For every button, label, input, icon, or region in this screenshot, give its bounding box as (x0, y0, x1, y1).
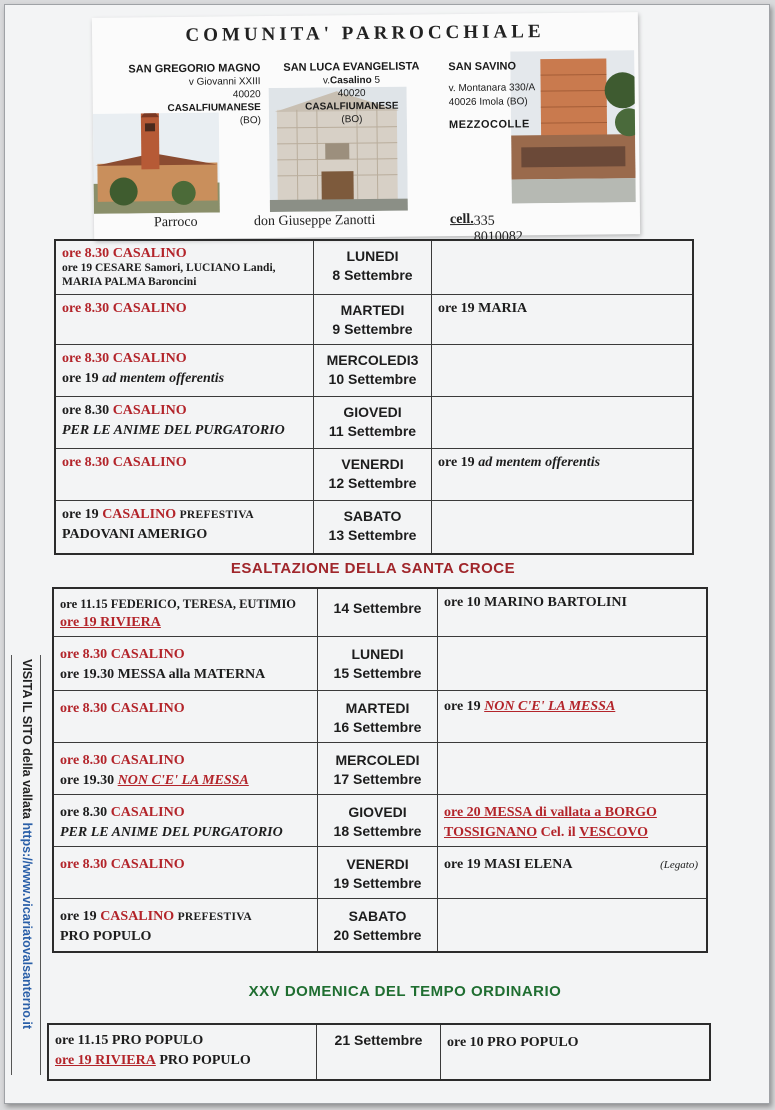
intention-line: PADOVANI AMERIGO (62, 527, 208, 542)
table-row (56, 449, 692, 501)
mass-time: ore 8.30 (62, 246, 110, 261)
table-row (56, 397, 692, 449)
church-cap: 40020 (232, 89, 261, 101)
right-cell (432, 449, 692, 500)
table-row (54, 795, 706, 847)
right-cell (438, 847, 706, 898)
cell-number: 335 8010082 (473, 213, 523, 245)
day-cell (318, 691, 438, 742)
church-info (448, 59, 579, 132)
church-name: SAN LUCA EVANGELISTA (283, 60, 420, 74)
page-title: COMUNITA' PARROCCHIALE (185, 21, 545, 46)
table-row (54, 899, 706, 951)
left-cell (56, 241, 314, 294)
mass-time: ore 19.30 (60, 773, 115, 788)
mass-time: ore 8.30 (62, 301, 110, 316)
website-side-banner (11, 655, 41, 1075)
cell-label: cell. (449, 211, 474, 228)
website-label: VISITA IL SITO della vallata (20, 659, 34, 820)
schedule-table-week-1 (54, 239, 694, 555)
church-street: v. Montanara 330/A (448, 82, 536, 95)
day-cell (318, 847, 438, 898)
vallata-place: TOSSIGNANO (444, 825, 538, 840)
day-cell (318, 795, 438, 846)
right-cell (438, 743, 706, 794)
website-text (20, 659, 34, 1029)
table-row (49, 1025, 709, 1079)
day-date: 15 Settembre (333, 665, 422, 681)
church-cap-town: 40026 Imola (BO) (448, 96, 528, 109)
day-name: VENERDI (346, 856, 409, 872)
day-date: 21 Settembre (334, 1032, 423, 1048)
mass-time-riviera: ore 19 RIVIERA (55, 1053, 156, 1068)
church-info (120, 62, 261, 128)
mass-time: ore 8.30 (60, 753, 108, 768)
sunday-heading: XXV DOMENICA DEL TEMPO ORDINARIO (248, 983, 562, 1000)
day-date: 20 Settembre (333, 927, 422, 943)
parish-header-card (92, 12, 640, 245)
church-cap: 40020 (337, 88, 366, 100)
mass-time: ore 19 (438, 455, 475, 470)
left-cell (54, 847, 318, 898)
mass-time: ore 8.30 (60, 857, 108, 872)
church-town: MEZZOCOLLE (448, 118, 530, 132)
intention-line: ore 11.15 FEDERICO, TERESA, EUTIMIO (60, 597, 297, 611)
church-prov: (BO) (341, 114, 363, 126)
vallata-mass: ore 20 MESSA di vallata a BORGO (444, 805, 657, 820)
no-mass-notice: NON C'E' LA MESSA (484, 699, 616, 714)
street-number: 5 (374, 74, 381, 86)
mass-place: CASALINO (112, 455, 187, 470)
table-row (56, 501, 692, 553)
mass-time: ore 8.30 (62, 455, 110, 470)
website-link[interactable]: https://www.vicariatovalsanterno.it (20, 822, 34, 1030)
table-row (54, 847, 706, 899)
right-cell (432, 501, 692, 553)
mass-place: CASALINO (112, 246, 187, 261)
mass-place: CASALINO (110, 805, 185, 820)
mass-place: CASALINO (100, 909, 175, 924)
mass-time: ore 8.30 (60, 805, 108, 820)
left-cell (54, 899, 318, 951)
day-cell (318, 743, 438, 794)
day-name: MARTEDI (340, 302, 405, 318)
church-prov: (BO) (239, 115, 261, 127)
parish-priest-line (94, 208, 640, 245)
intention-line: ore 19 MASI ELENA (444, 857, 573, 872)
feast-heading: ESALTAZIONE DELLA SANTA CROCE (230, 560, 516, 577)
day-cell (314, 501, 432, 553)
day-date: 16 Settembre (333, 719, 422, 735)
mass-time: ore 19 (60, 909, 97, 924)
day-name: GIOVEDI (348, 804, 407, 820)
intention-line: PER LE ANIME DEL PURGATORIO (62, 423, 285, 438)
left-cell (54, 743, 318, 794)
table-row (56, 295, 692, 345)
mass-place: CASALINO (112, 301, 187, 316)
left-cell (56, 295, 314, 344)
right-cell (432, 397, 692, 448)
right-cell: ore 10 MARINO BARTOLINI (444, 595, 627, 610)
church-town: CASALFIUMANESE (167, 102, 261, 115)
mass-time: ore 19 (62, 507, 99, 522)
left-cell (56, 397, 314, 448)
day-date: 17 Settembre (333, 771, 422, 787)
day-name: SABATO (348, 908, 407, 924)
right-cell: ore 10 PRO POPULO (447, 1035, 579, 1050)
day-cell (318, 637, 438, 690)
church-san-savino (444, 54, 638, 216)
right-cell (432, 345, 692, 396)
table-row (54, 743, 706, 795)
mass-place: CASALINO (112, 351, 187, 366)
table-row (54, 589, 706, 637)
left-cell (54, 795, 318, 846)
mass-place: CASALINO (110, 857, 185, 872)
intention-line: PER LE ANIME DEL PURGATORIO (60, 825, 283, 840)
day-cell (314, 397, 432, 448)
street-name: Casalino (329, 74, 372, 87)
day-date: 12 Settembre (328, 475, 417, 491)
left-cell (54, 637, 318, 690)
left-cell (56, 449, 314, 500)
right-cell (438, 795, 706, 846)
mass-place: CASALINO (102, 507, 177, 522)
mass-time: ore 8.30 (60, 647, 108, 662)
day-name: LUNEDI (351, 646, 404, 662)
parish-bulletin-page (4, 4, 770, 1104)
right-cell (432, 241, 692, 294)
day-name: GIOVEDI (343, 404, 402, 420)
parroco-name: don Giuseppe Zanotti (253, 212, 376, 230)
mass-time: ore 19 (62, 371, 99, 386)
table-row (54, 691, 706, 743)
church-street: v Giovanni XXIII (188, 76, 261, 88)
intention-line: ad mentem offerentis (102, 371, 225, 386)
mass-time: ore 8.30 (62, 351, 110, 366)
mass-time-riviera: ore 19 RIVIERA (60, 615, 161, 630)
prefestiva-label: PREFESTIVA (177, 911, 252, 923)
day-cell (318, 899, 438, 951)
intention-line: PRO POPULO (159, 1053, 251, 1068)
church-town: CASALFIUMANESE (305, 100, 399, 113)
day-name: LUNEDI (346, 248, 399, 264)
day-cell (318, 589, 438, 636)
day-cell (314, 449, 432, 500)
schedule-table-sunday (47, 1023, 711, 1081)
day-date: 8 Settembre (332, 267, 413, 283)
day-cell (314, 345, 432, 396)
day-date: 13 Settembre (328, 527, 417, 543)
mass-time: ore 19 (444, 699, 481, 714)
day-name: SABATO (343, 508, 402, 524)
church-name: SAN SAVINO (448, 60, 517, 74)
church-san-luca (264, 56, 438, 218)
left-cell (54, 691, 318, 742)
right-cell (438, 691, 706, 742)
day-name: MERCOLEDI3 (326, 352, 419, 368)
left-cell (56, 345, 314, 396)
street-prefix: v. (322, 75, 331, 87)
parroco-label: Parroco (153, 214, 198, 231)
no-mass-notice: NON C'E' LA MESSA (117, 773, 249, 788)
day-name: VENERDI (341, 456, 404, 472)
day-cell (314, 295, 432, 344)
church-info (270, 60, 433, 127)
left-cell (49, 1025, 317, 1079)
day-date: 10 Settembre (328, 371, 417, 387)
intention-line: ore 11.15 PRO POPULO (55, 1033, 204, 1048)
prefestiva-label: PREFESTIVA (179, 509, 254, 521)
celebrant: VESCOVO (579, 825, 649, 840)
mass-time: ore 8.30 (60, 701, 108, 716)
church-san-gregorio (92, 58, 264, 220)
intention-line: ore 19 CESARE Samori, LUCIANO Landi, (62, 262, 276, 274)
church-name: SAN GREGORIO MAGNO (128, 62, 261, 76)
mass-place: CASALINO (110, 701, 185, 716)
left-cell (56, 501, 314, 553)
legato-note: (Legato) (660, 859, 698, 871)
intention-line: ad mentem offerentis (478, 455, 601, 470)
table-row (56, 241, 692, 295)
intention-line: ore 19.30 MESSA alla MATERNA (60, 667, 266, 682)
intention-line: MARIA PALMA Baroncini (62, 276, 197, 288)
right-cell (438, 637, 706, 690)
left-cell (54, 589, 318, 636)
day-name: MARTEDI (345, 700, 410, 716)
intention-line: PRO POPULO (60, 929, 152, 944)
mass-place: CASALINO (112, 403, 187, 418)
day-date: 19 Settembre (333, 875, 422, 891)
celebrant-label: Cel. il (540, 825, 576, 840)
mass-time: ore 8.30 (62, 403, 110, 418)
day-date: 11 Settembre (328, 423, 417, 439)
day-date: 14 Settembre (333, 600, 422, 616)
day-cell (314, 241, 432, 294)
day-name: MERCOLEDI (335, 752, 420, 768)
phone-contact (449, 211, 523, 245)
table-row (54, 637, 706, 691)
day-date: 18 Settembre (333, 823, 422, 839)
table-row (56, 345, 692, 397)
day-cell (317, 1025, 441, 1079)
right-cell (438, 899, 706, 951)
schedule-table-week-2 (52, 587, 708, 953)
mass-place: CASALINO (110, 753, 185, 768)
mass-place: CASALINO (110, 647, 185, 662)
day-date: 9 Settembre (332, 321, 413, 337)
right-cell: ore 19 MARIA (438, 301, 528, 316)
